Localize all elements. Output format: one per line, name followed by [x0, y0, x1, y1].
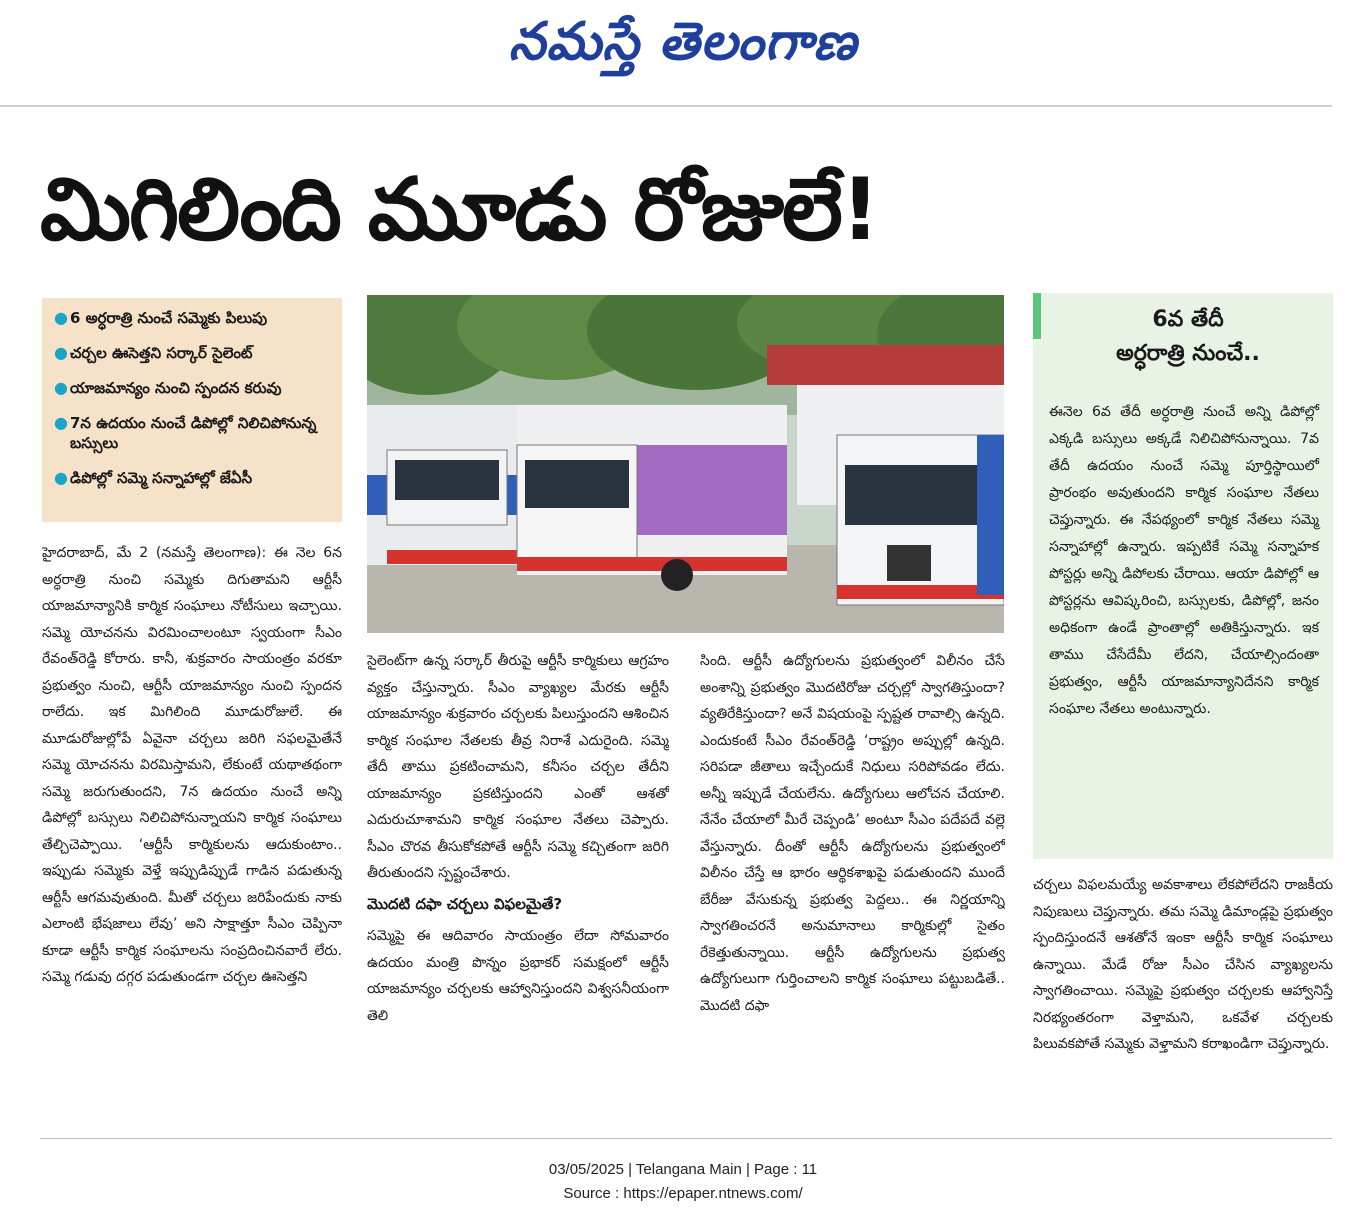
article-column-1: హైదరాబాద్, మే 2 (నమస్తే తెలంగాణ): ఈ నెల 6న అర్ధరాత్రి నుంచి సమ్మెకు దిగుతామని ఆర్టీసీ యాజమాన్యానికి కార్మిక సంఘాలు నోటీసులు ఇచ్చాయి. సమ్మె యోచనను విరమించాలంటూ స్వయంగా సీఎం రేవంత్‌రెడ్డి కోరారు. కానీ, శుక్రవారం సాయంత్రం వరకూ ప్రభుత్వం నుంచి, ఆర్టీసీ యాజమాన్యం నుంచి స్పందన రాలేదు. ఇక మిగిలింది మూడురోజులే. ఈ మూడురోజుల్లోపే ఏవైనా చర్చలు జరిగి సఫలమైతేనే సమ్మె యోచనను విరమిస్తామని, లేకుంటే యథాతథంగా సమ్మె జరుగుతుందని, 7న ఉదయం నుంచే అన్ని డిపోల్లో బస్సులు నిలిచిపోనున్నాయని కార్మిక సంఘాలు తేల్చిచెప్పాయి. ‘ఆర్టీసీ కార్మికులను ఆదుకుంటాం.. ఇప్పుడు సమ్మెకు వెళ్తే ఇప్పుడిప్పుడే గాడిన పడుతున్న ఆర్టీసీ ఆగమవుతుంది. మీతో చర్చలు జరిపేందుకు నాకు ఎలాంటి భేషజాలు లేవు’ అని సాక్షాత్తూ సీఎం చెప్పినా కూడా ఆర్టీసీ కార్మిక సంఘాలను సంప్రదించినవారే లేరు. సమ్మె గడువు దగ్గర పడుతుండగా చర్చల ఊసెత్తని [42, 545, 342, 985]
subheading: మొదటి దఫా చర్చలు విఫలమైతే? [367, 894, 563, 913]
page-footer [0, 1158, 1366, 1206]
article-column-3: సింది. ఆర్టీసీ ఉద్యోగులను ప్రభుత్వంలో విలీనం చేసే అంశాన్ని ప్రభుత్వం మొదటిరోజు చర్చల్లో స్వాగతిస్తుందా? వ్యతిరేకిస్తుందా? అనే విషయంపై స్పష్టత రావాల్సి ఉన్నది. ఎందుకంటే సీఎం రేవంత్‌రెడ్డి ‘రాష్ట్రం అప్పుల్లో ఉన్నది. సరిపడా జీతాలు ఇచ్చేందుకే నిధులు సరిపోవడం లేదు. అన్నీ ఇప్పుడే చేయలేను. ఉద్యోగులు ఆలోచన చేయాలి. నేనేం చేయాలో మీరే చెప్పండి’ అంటూ సీఎం పదేపదే వల్లె వేస్తున్నారు. దీంతో ఆర్టీసీ ఉద్యోగులను ప్రభుత్వంలో విలీనం చేస్తే ఆ భారం ఆర్థికశాఖపై పడుతుందని ముందే బేరీజు వేసుకున్న ప్రభుత్వ పెద్దలు.. ఈ నిర్ణయాన్ని స్వాగతించరనే అనుమానాలు కార్మికుల్లో సైతం రేకెత్తుతున్నాయి. ఆర్టీసీ ఉద్యోగులను ప్రభుత్వ ఉద్యోగులుగా గుర్తించాలని కార్మిక సంఘాలు పట్టుబడితే.. మొదటి దఫా [700, 653, 1005, 1014]
bottom-divider [40, 1138, 1332, 1139]
headline: మిగిలింది మూడు రోజులే! [40, 160, 879, 260]
highlight-item: ● 7న ఉదయం నుంచే డిపోల్లో నిలిచిపోనున్న బస్సులు [54, 413, 317, 452]
bullet-icon: ● [54, 343, 68, 362]
sidebar-body: ఈనెల 6వ తేదీ అర్ధరాత్రి నుంచే అన్ని డిపోల్లో ఎక్కడి బస్సులు అక్కడే నిలిచిపోనున్నాయి. 7వ తేదీ ఉదయం నుంచే సమ్మె పూర్తిస్థాయిలో ప్రారంభం అవుతుందని కార్మిక సంఘాల నేతలు చెప్తున్నారు. ఈ నేపథ్యంలో కార్మిక నేతలు సమ్మె సన్నాహాల్లో ఉన్నారు. ఇప్పటికే సమ్మె సన్నాహక పోస్టర్లు అన్ని డిపోలకు చేరాయి. ఆయా డిపోల్లో ఆ పోస్టర్లను ఆవిష్కరించి, బస్సులకు, డిపోల్లో, జనం అధికంగా ఉండే ప్రాంతాల్లో అతికిస్తున్నారు. ఇక తాము చేసేదేమీ లేదని, చేయాల్సిందంతా ప్రభుత్వం, ఆర్టీసీ యాజమాన్యానిదేనని కార్మిక సంఘాల నేతలు అంటున్నారు. [1049, 404, 1319, 717]
highlight-item: ● యాజమాన్యం నుంచి స్పందన కరువు [54, 378, 282, 397]
bus-depot-photo [367, 295, 1004, 633]
sidebar-accent-bar [1033, 293, 1041, 339]
bullet-icon: ● [54, 378, 68, 397]
top-divider [0, 105, 1332, 107]
highlight-item: ● డిపోల్లో సమ్మె సన్నాహాల్లో జేఏసీ [54, 468, 253, 487]
column-2-text-continued: సమ్మెపై ఈ ఆదివారం సాయంత్రం లేదా సోమవారం ఉదయం మంత్రి పొన్నం ప్రభాకర్ సమక్షంలో ఆర్టీసీ యాజమాన్యం చర్చలకు ఆహ్వానిస్తుందని విశ్వసనీయంగా తెలి [367, 928, 669, 1024]
sidebar-title: 6వ తేదీ అర్ధరాత్రి నుంచే.. [1116, 307, 1260, 366]
masthead [0, 0, 1366, 84]
bullet-icon: ● [54, 468, 68, 487]
sidebar-box [1033, 293, 1333, 859]
article-column-2 [367, 648, 669, 1128]
footer-source[interactable]: Source : https://epaper.ntnews.com/ [563, 1185, 803, 1202]
bullet-icon: ● [54, 413, 68, 432]
article-column-4: చర్చలు విఫలమయ్యే అవకాశాలు లేకపోలేదని రాజకీయ నిపుణులు చెప్తున్నారు. తమ సమ్మె డిమాండ్లపై ప్రభుత్వం స్పందిస్తుందనే ఆశతోనే ఇంకా ఆర్టీసీ కార్మిక సంఘాలు ఉన్నాయి. మేడే రోజు సీఎం చేసిన వ్యాఖ్యలను స్వాగతించాయి. సమ్మెపై ప్రభుత్వం చర్చలకు ఆహ్వానిస్తే నిరభ్యంతరంగా వెళ్తామని, ఒకవేళ చర్చలకు పిలువకపోతే సమ్మెకు వెళ్తామని కరాఖండిగా చెప్తున్నారు. [1033, 877, 1333, 1052]
highlight-item: ● చర్చల ఊసెత్తని సర్కార్ సైలెంట్ [54, 343, 253, 362]
bullet-icon: ● [54, 308, 68, 327]
masthead-title: నమస్తే తెలంగాణ [508, 12, 858, 72]
highlights-box [42, 298, 342, 522]
footer-date-page: 03/05/2025 | Telangana Main | Page : 11 [548, 1161, 818, 1178]
column-2-text: సైలెంట్‌గా ఉన్న సర్కార్ తీరుపై ఆర్టీసీ కార్మికులు ఆగ్రహం వ్యక్తం చేస్తున్నారు. సీఎం వ్యాఖ్యల మేరకు ఆర్టీసీ యాజమాన్యం శుక్రవారం చర్చలకు పిలుస్తుందని ఆశించిన కార్మిక సంఘాల నేతలకు తీవ్ర నిరాశే ఎదురైంది. సమ్మె తేదీ తాము ప్రకటించామని, కనీసం చర్చల తేదీని యాజమాన్యం ప్రకటిస్తుందని ఎంతో ఆశతో ఎదురుచూశామని కార్మిక సంఘాల నేతలు చెప్పారు. సీఎం చొరవ తీసుకోకపోతే ఆర్టీసీ సమ్మె కచ్చితంగా జరిగి తీరుతుందని స్పష్టంచేశారు. [367, 653, 669, 881]
bus-depot-illustration [367, 295, 1004, 633]
highlight-item: ● 6 అర్ధరాత్రి నుంచే సమ్మెకు పిలుపు [54, 308, 268, 327]
